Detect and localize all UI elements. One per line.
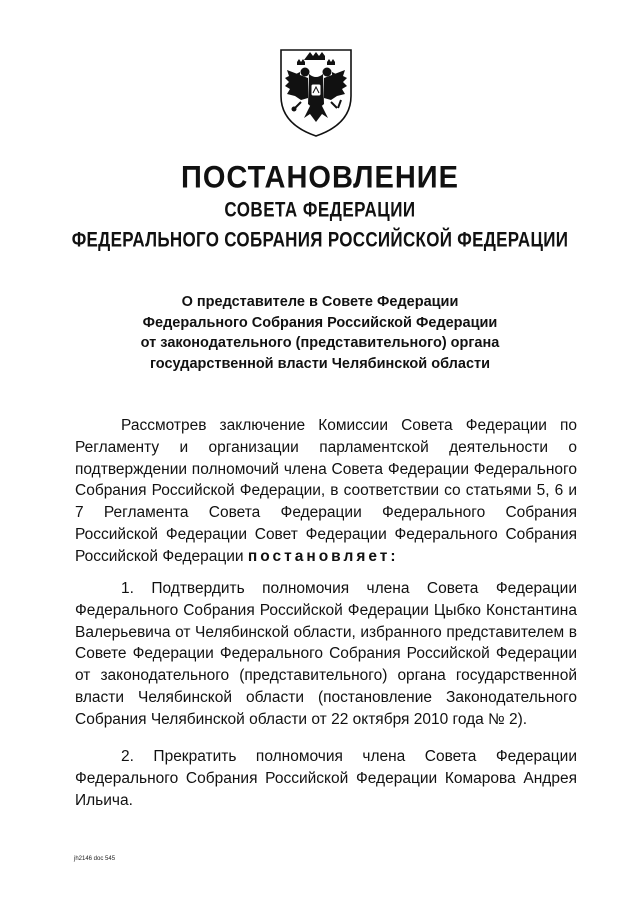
resolves-word: постановляет: xyxy=(247,547,399,565)
coat-of-arms-icon xyxy=(277,46,355,138)
resolution-item-2 xyxy=(75,746,577,811)
subject-line-1: О представителе в Совете Федерации xyxy=(181,294,459,310)
file-code: jh2146 doc 545 xyxy=(74,856,116,862)
subject-line-4: государственной власти Челябинской области xyxy=(149,355,491,372)
intro-paragraph xyxy=(75,415,577,568)
subject-line-2: Федерального Собрания Российской Федерации xyxy=(142,314,498,331)
resolution-item-1 xyxy=(75,578,577,731)
issuer-line-2: ФЕДЕРАЛЬНОГО СОБРАНИЯ РОССИЙСКОЙ ФЕДЕРАЦИИ xyxy=(71,227,569,252)
intro-text: Рассмотрев заключение Комиссии Совета Федерации по Регламенту и организации парламентской деятельности о подтверждении полномочий члена Совета Федерации Федерального Собрания Российской Федерации, в соответствии со статьями 5, 6 и 7 Регламента Совета Федерации Федерального Собрания Российской Федерации Совет Федерации Федерального Собрания Российской Федерации xyxy=(75,417,577,565)
item-2-text: 2. Прекратить полномочия члена Совета Федерации Федерального Собрания Российской Федерации Комарова Андрея Ильича. xyxy=(75,748,577,809)
item-1-text: 1. Подтвердить полномочия члена Совета Федерации Федерального Собрания Российской Федерации Цыбко Константина Валерьевича от Челябинской области, избранного представителем в Совете Федерации Федерального Собрания Российской Федерации от законодательного (представительного) органа государственной власти Челябинской области (постановление Законодательного Собрания Челябинской области от 22 октября 2010 года № 2). xyxy=(75,580,577,728)
document-subject xyxy=(0,292,640,374)
subject-line-3: от законодательного (представительного) органа xyxy=(140,335,500,351)
document-title: ПОСТАНОВЛЕНИЕ xyxy=(181,160,459,196)
issuer-line-1: СОВЕТА ФЕДЕРАЦИИ xyxy=(224,197,416,222)
